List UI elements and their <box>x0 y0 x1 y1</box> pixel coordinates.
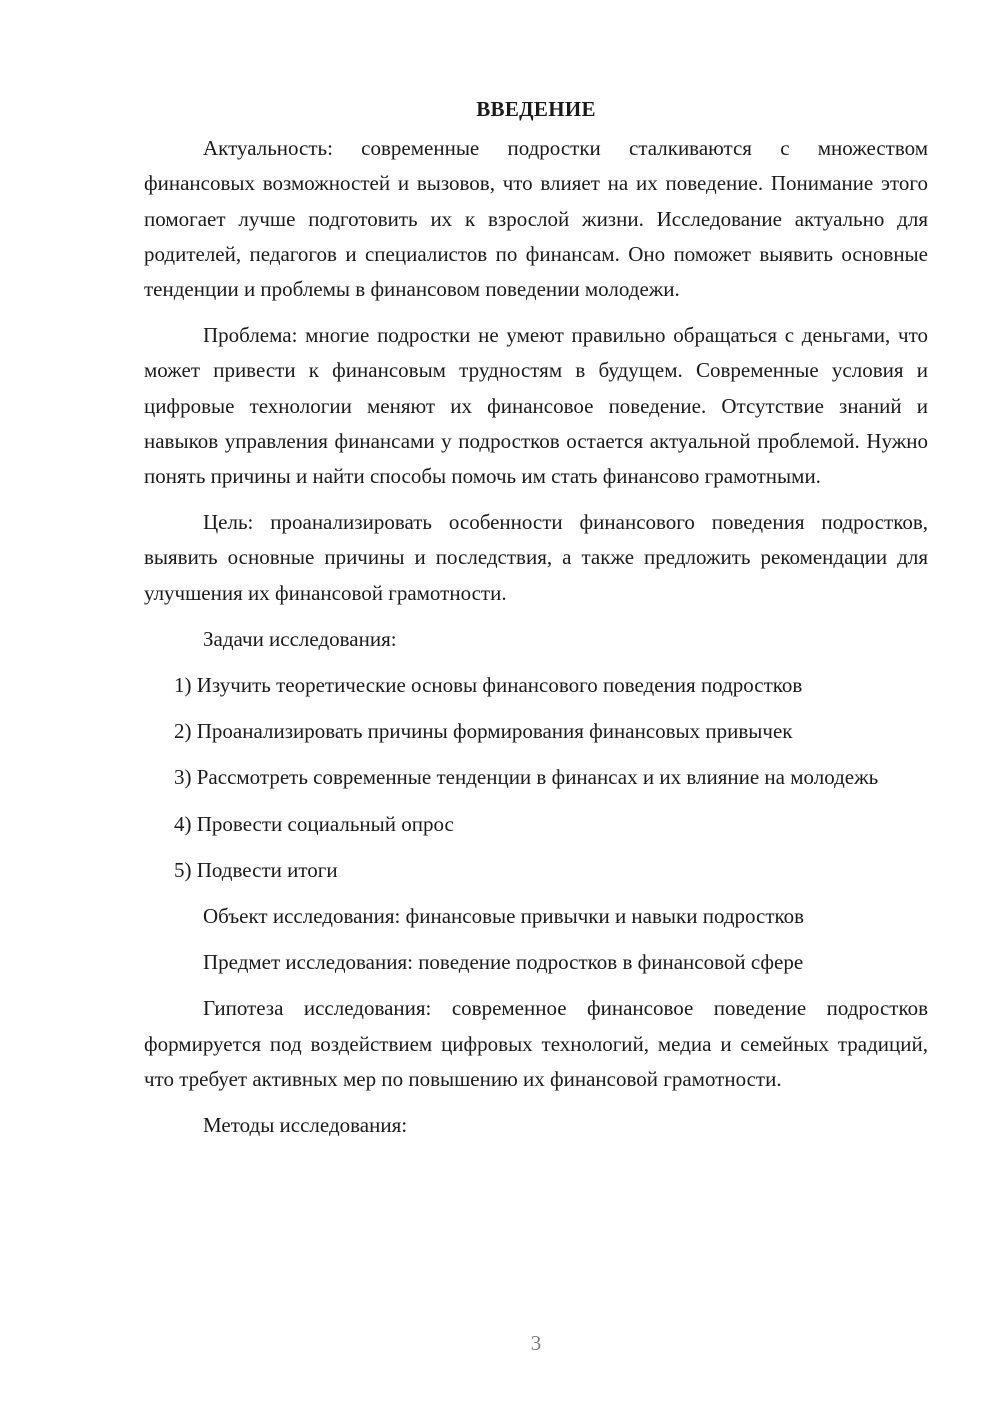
tasks-heading: Задачи исследования: <box>203 626 397 651</box>
methods-heading: Методы исследования: <box>203 1113 408 1138</box>
page-number: 3 <box>530 1331 542 1355</box>
list-item: 4) Провести социальный опрос <box>174 811 454 836</box>
goal-paragraph: Цель: проанализировать особенности финансового поведения подростков, выявить основные причины и последствия, а также предложить рекомендации для улучшения их финансовой грамотности. <box>144 510 928 605</box>
section-title: ВВЕДЕНИЕ <box>476 97 596 121</box>
object-paragraph: Объект исследования: финансовые привычки и навыки подростков <box>203 904 805 929</box>
list-item: 2) Проанализировать причины формирования финансовых привычек <box>174 719 793 744</box>
subject-paragraph: Предмет исследования: поведение подростков в финансовой сфере <box>203 950 804 975</box>
document-page <box>144 92 928 1154</box>
problem-paragraph: Проблема: многие подростки не умеют правильно обращаться с деньгами, что может привести к финансовым трудностям в будущем. Современные условия и цифровые технологии меняют их финансовое поведение. Отсутствие знаний и навыков управления финансами у подростков остается актуальной проблемой. Нужно понять причины и найти способы помочь им стать финансово грамотными. <box>144 323 928 489</box>
list-item: 3) Рассмотреть современные тенденции в финансах и их влияние на молодежь <box>174 765 879 790</box>
relevance-paragraph: Актуальность: современные подростки сталкиваются с множеством финансовых возможностей и вызовов, что влияет на их поведение. Понимание этого помогает лучше подготовить их к взрослой жизни. Исследование актуально для родителей, педагогов и специалистов по финансам. Оно поможет выявить основные тенденции и проблемы в финансовом поведении молодежи. <box>144 136 928 302</box>
hypothesis-paragraph: Гипотеза исследования: современное финансовое поведение подростков формируется под воздействием цифровых технологий, медиа и семейных традиций, что требует активных мер по повышению их финансовой грамотности. <box>144 996 928 1091</box>
list-item: 5) Подвести итоги <box>174 857 338 882</box>
list-item: 1) Изучить теоретические основы финансового поведения подростков <box>174 673 803 698</box>
tasks-list <box>144 668 928 888</box>
